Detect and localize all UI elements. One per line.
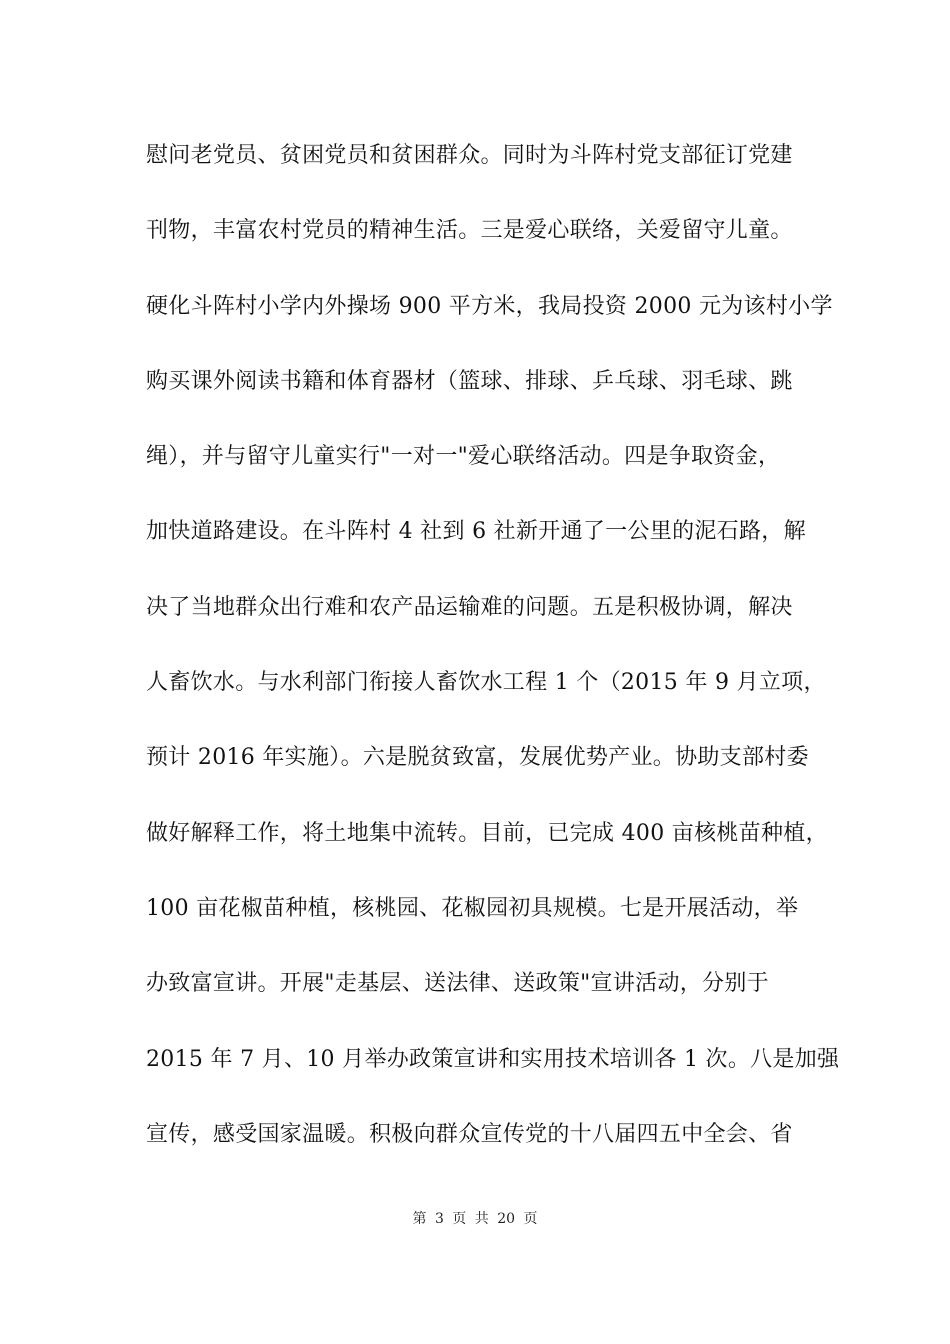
page-number-footer: 第 3 页 共 20 页	[412, 1211, 538, 1227]
text-line: 2015 年 7 月、10 月举办政策宣讲和实用技术培训各 1 次。八是加强	[146, 1046, 840, 1072]
text-line: 购买课外阅读书籍和体育器材（篮球、排球、乒乓球、羽毛球、跳	[146, 368, 793, 394]
text-line: 刊物，丰富农村党员的精神生活。三是爱心联络，关爱留守儿童。	[146, 218, 793, 244]
text-line: 决了当地群众出行难和农产品运输难的问题。五是积极协调，解决	[146, 594, 793, 620]
text-line: 绳），并与留守儿童实行"一对一"爱心联络活动。四是争取资金，	[146, 444, 781, 470]
text-line: 做好解释工作，将土地集中流转。目前，已完成 400 亩核桃苗种植，	[146, 820, 828, 846]
text-line: 硬化斗阵村小学内外操场 900 平方米，我局投资 2000 元为该村小学	[146, 293, 833, 319]
text-line: 100 亩花椒苗种植，核桃园、花椒园初具规模。七是开展活动，举	[146, 895, 799, 921]
text-line: 宣传，感受国家温暖。积极向群众宣传党的十八届四五中全会、省	[146, 1121, 793, 1147]
body-text	[146, 134, 840, 1188]
text-line: 人畜饮水。与水利部门衔接人畜饮水工程 1 个（2015 年 9 月立项，	[146, 670, 826, 696]
text-line: 预计 2016 年实施）。六是脱贫致富，发展优势产业。协助支部村委	[146, 745, 809, 771]
text-line: 慰问老党员、贫困党员和贫困群众。同时为斗阵村党支部征订党建	[146, 143, 793, 168]
text-line: 办致富宣讲。开展"走基层、送法律、送政策"宣讲活动，分别于	[146, 971, 769, 997]
text-line: 加快道路建设。在斗阵村 4 社到 6 社新开通了一公里的泥石路，解	[146, 519, 806, 545]
